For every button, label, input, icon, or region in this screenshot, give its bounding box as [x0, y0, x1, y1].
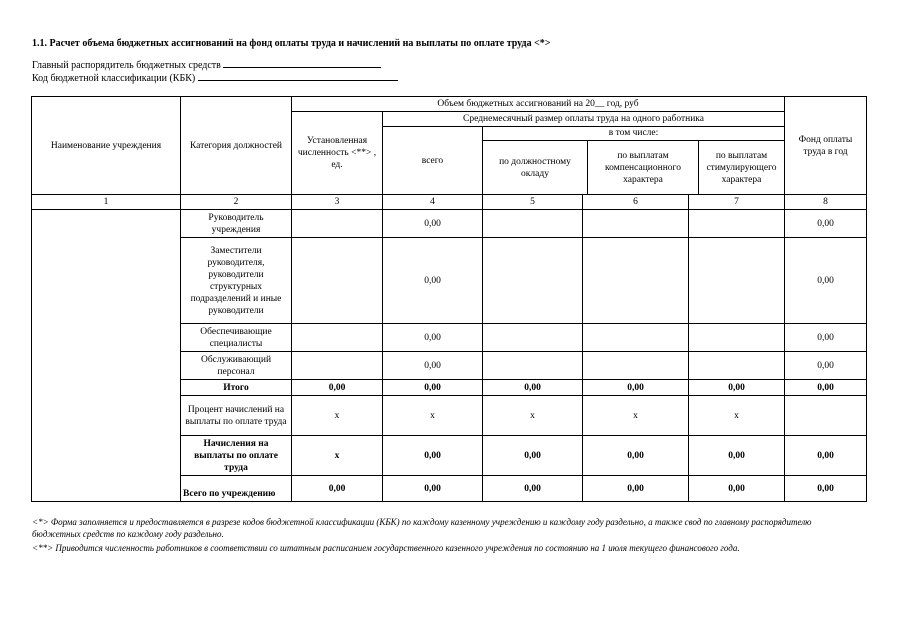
header-incentive: по выплатам стимулирующего характера	[706, 150, 777, 185]
cell-compensation[interactable]	[583, 238, 689, 324]
form-title: 1.1. Расчет объема бюджетных ассигнований на фонд оплаты труда и начислений на выплаты по оплате труда <*>	[32, 38, 551, 49]
header-fund: Фонд оплаты труда в год	[785, 97, 867, 195]
col-num: 2	[181, 195, 292, 210]
kbk-blank[interactable]	[198, 71, 398, 81]
row-category: Процент начислений на выплаты по оплате труда	[181, 396, 292, 436]
distributor-line	[32, 58, 381, 71]
cell-salary: 0,00	[483, 380, 583, 396]
col-num: 8	[785, 195, 867, 210]
header-incl: в том числе:	[483, 127, 784, 141]
cell-salary[interactable]	[483, 238, 583, 324]
distributor-blank[interactable]	[223, 58, 381, 68]
cell-total[interactable]: 0,00	[383, 210, 483, 238]
cell-compensation: 0,00	[583, 476, 689, 502]
cell-incentive: 0,00	[689, 436, 785, 476]
cell-salary: 0,00	[483, 436, 583, 476]
row-category: Обслуживающий персонал	[181, 352, 292, 380]
footnote-1: <*> Форма заполняется и предоставляется в разрезе кодов бюджетной классификации (КБК) по каждому казенному учреждению и каждому году раздельно, а также свод по главному распорядителю бюджетных средств по каждому году раздельно.	[32, 517, 812, 539]
cell-fund[interactable]: 0,00	[785, 324, 867, 352]
header-institution: Наименование учреждения	[32, 97, 181, 195]
col-num: 3	[292, 195, 383, 210]
cell-staff: 0,00	[292, 380, 383, 396]
cell-incentive[interactable]	[689, 238, 785, 324]
cell-staff[interactable]	[292, 352, 383, 380]
col-num: 4	[383, 195, 483, 210]
cell-incentive: x	[689, 396, 785, 436]
cell-fund: 0,00	[785, 436, 867, 476]
cell-fund[interactable]: 0,00	[785, 238, 867, 324]
header-avg-salary: Среднемесячный размер оплаты труда на одного работника	[383, 112, 785, 127]
row-category: Руководитель учреждения	[181, 210, 292, 238]
cell-incentive[interactable]	[689, 210, 785, 238]
cell-salary: x	[483, 396, 583, 436]
distributor-label: Главный распорядитель бюджетных средств	[32, 60, 221, 71]
header-volume: Объем бюджетных ассигнований на 20__ год, руб	[292, 97, 785, 112]
cell-total: x	[383, 396, 483, 436]
cell-salary[interactable]	[483, 352, 583, 380]
row-category: Заместители руководителя, руководители структурных подразделений и иные руководители	[181, 238, 292, 324]
cell-fund: 0,00	[785, 380, 867, 396]
footnote-2: <**> Приводится численность работников в соответствии со штатным расписанием государственного казенного учреждения по состоянию на 1 июля текущего финансового года.	[32, 543, 740, 553]
cell-total: 0,00	[383, 476, 483, 502]
column-number-row	[32, 195, 867, 210]
cell-total: 0,00	[383, 436, 483, 476]
cell-total[interactable]: 0,00	[383, 324, 483, 352]
cell-compensation[interactable]	[583, 210, 689, 238]
cell-incentive[interactable]	[689, 324, 785, 352]
cell-compensation: 0,00	[583, 436, 689, 476]
cell-staff: x	[292, 436, 383, 476]
cell-fund: 0,00	[785, 476, 867, 502]
cell-total[interactable]: 0,00	[383, 352, 483, 380]
cell-staff: 0,00	[292, 476, 383, 502]
kbk-line	[32, 71, 398, 84]
institution-name-cell[interactable]	[32, 210, 181, 502]
row-category: Итого	[181, 380, 292, 396]
cell-salary: 0,00	[483, 476, 583, 502]
header-total: всего	[383, 127, 483, 195]
cell-compensation[interactable]	[583, 324, 689, 352]
kbk-label: Код бюджетной классификации (КБК)	[32, 73, 196, 84]
cell-staff[interactable]	[292, 238, 383, 324]
cell-salary[interactable]	[483, 210, 583, 238]
header-compensation: по выплатам компенсационного характера	[588, 141, 699, 194]
cell-incentive: 0,00	[689, 476, 785, 502]
cell-salary[interactable]	[483, 324, 583, 352]
header-category: Категория должностей	[181, 97, 292, 195]
cell-staff[interactable]	[292, 210, 383, 238]
header-incl-subcols	[483, 141, 784, 194]
row-category: Обеспечивающие специалисты	[181, 324, 292, 352]
col-num: 7	[689, 195, 785, 210]
header-staff: Установленная численность <**> , ед.	[292, 112, 383, 195]
cell-compensation: x	[583, 396, 689, 436]
col-num: 5	[483, 195, 583, 210]
cell-incentive: 0,00	[689, 380, 785, 396]
cell-total: 0,00	[383, 380, 483, 396]
cell-total[interactable]: 0,00	[383, 238, 483, 324]
cell-staff[interactable]	[292, 324, 383, 352]
budget-table	[31, 96, 867, 502]
cell-compensation[interactable]	[583, 352, 689, 380]
header-incl-cell	[483, 127, 785, 195]
cell-incentive[interactable]	[689, 352, 785, 380]
cell-fund[interactable]	[785, 396, 867, 436]
cell-fund[interactable]: 0,00	[785, 210, 867, 238]
col-num: 1	[32, 195, 181, 210]
cell-staff: x	[292, 396, 383, 436]
row-category: Всего по учреждению	[181, 476, 292, 502]
cell-compensation: 0,00	[583, 380, 689, 396]
row-category: Начисления на выплаты по оплате труда	[181, 436, 292, 476]
cell-fund[interactable]: 0,00	[785, 352, 867, 380]
table-row	[32, 210, 867, 238]
header-salary: по должностному окладу	[483, 141, 588, 194]
col-num: 6	[583, 195, 689, 210]
